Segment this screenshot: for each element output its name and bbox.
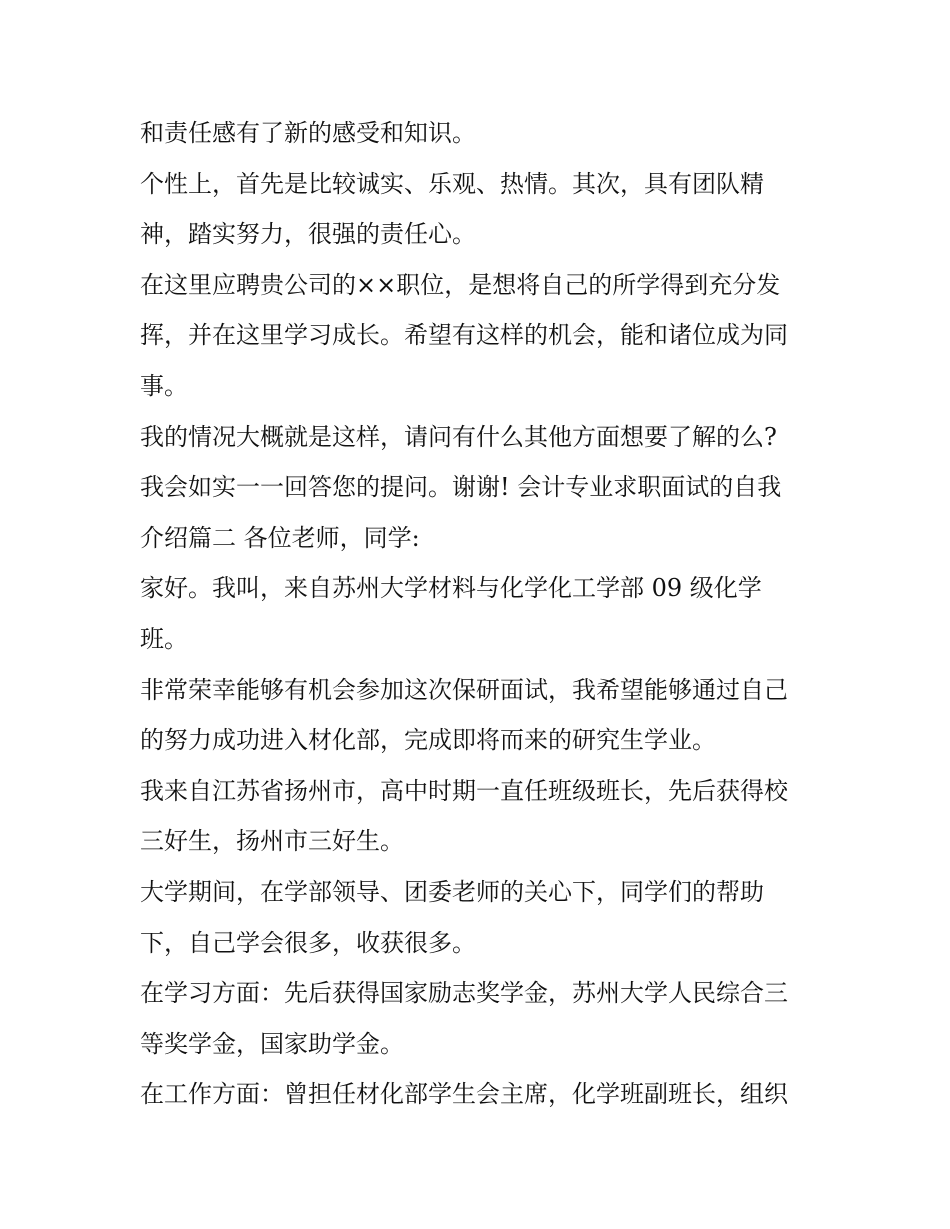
text-line: 下，自己学会很多，收获很多。: [140, 928, 476, 957]
text-line: 介绍篇二 各位老师，同学:: [140, 523, 420, 552]
text-line: 我的情况大概就是这样，请问有什么其他方面想要了解的么?: [140, 422, 777, 451]
text-line: 非常荣幸能够有机会参加这次保研面试，我希望能够通过自己: [140, 675, 788, 704]
text-line: 我会如实一一回答您的提问。谢谢! 会计专业求职面试的自我: [140, 473, 782, 502]
text-line: 班。: [140, 624, 188, 653]
text-line: 家好。我叫，来自苏州大学材料与化学化工学部 09 级化学: [140, 574, 762, 603]
text-line: 在学习方面：先后获得国家励志奖学金，苏州大学人民综合三: [140, 979, 788, 1008]
text-line: 等奖学金，国家助学金。: [140, 1029, 404, 1058]
text-line: 在工作方面：曾担任材化部学生会主席，化学班副班长，组织: [140, 1080, 788, 1109]
body-text: [140, 108, 830, 1120]
text-line: 的努力成功进入材化部，完成即将而来的研究生学业。: [140, 726, 716, 755]
text-line: 个性上，首先是比较诚实、乐观、热情。其次，具有团队精: [140, 169, 764, 198]
text-line: 在这里应聘贵公司的××职位，是想将自己的所学得到充分发: [140, 270, 781, 299]
text-line: 三好生，扬州市三好生。: [140, 827, 404, 856]
text-line: 和责任感有了新的感受和知识。: [140, 119, 476, 147]
text-line: 挥，并在这里学习成长。希望有这样的机会，能和诸位成为同: [140, 321, 788, 350]
text-line: 我来自江苏省扬州市，高中时期一直任班级班长，先后获得校: [140, 776, 788, 805]
text-line: 大学期间，在学部领导、团委老师的关心下，同学们的帮助: [140, 877, 764, 906]
text-line: 神，踏实努力，很强的责任心。: [140, 220, 476, 249]
text-line: 事。: [140, 371, 188, 400]
